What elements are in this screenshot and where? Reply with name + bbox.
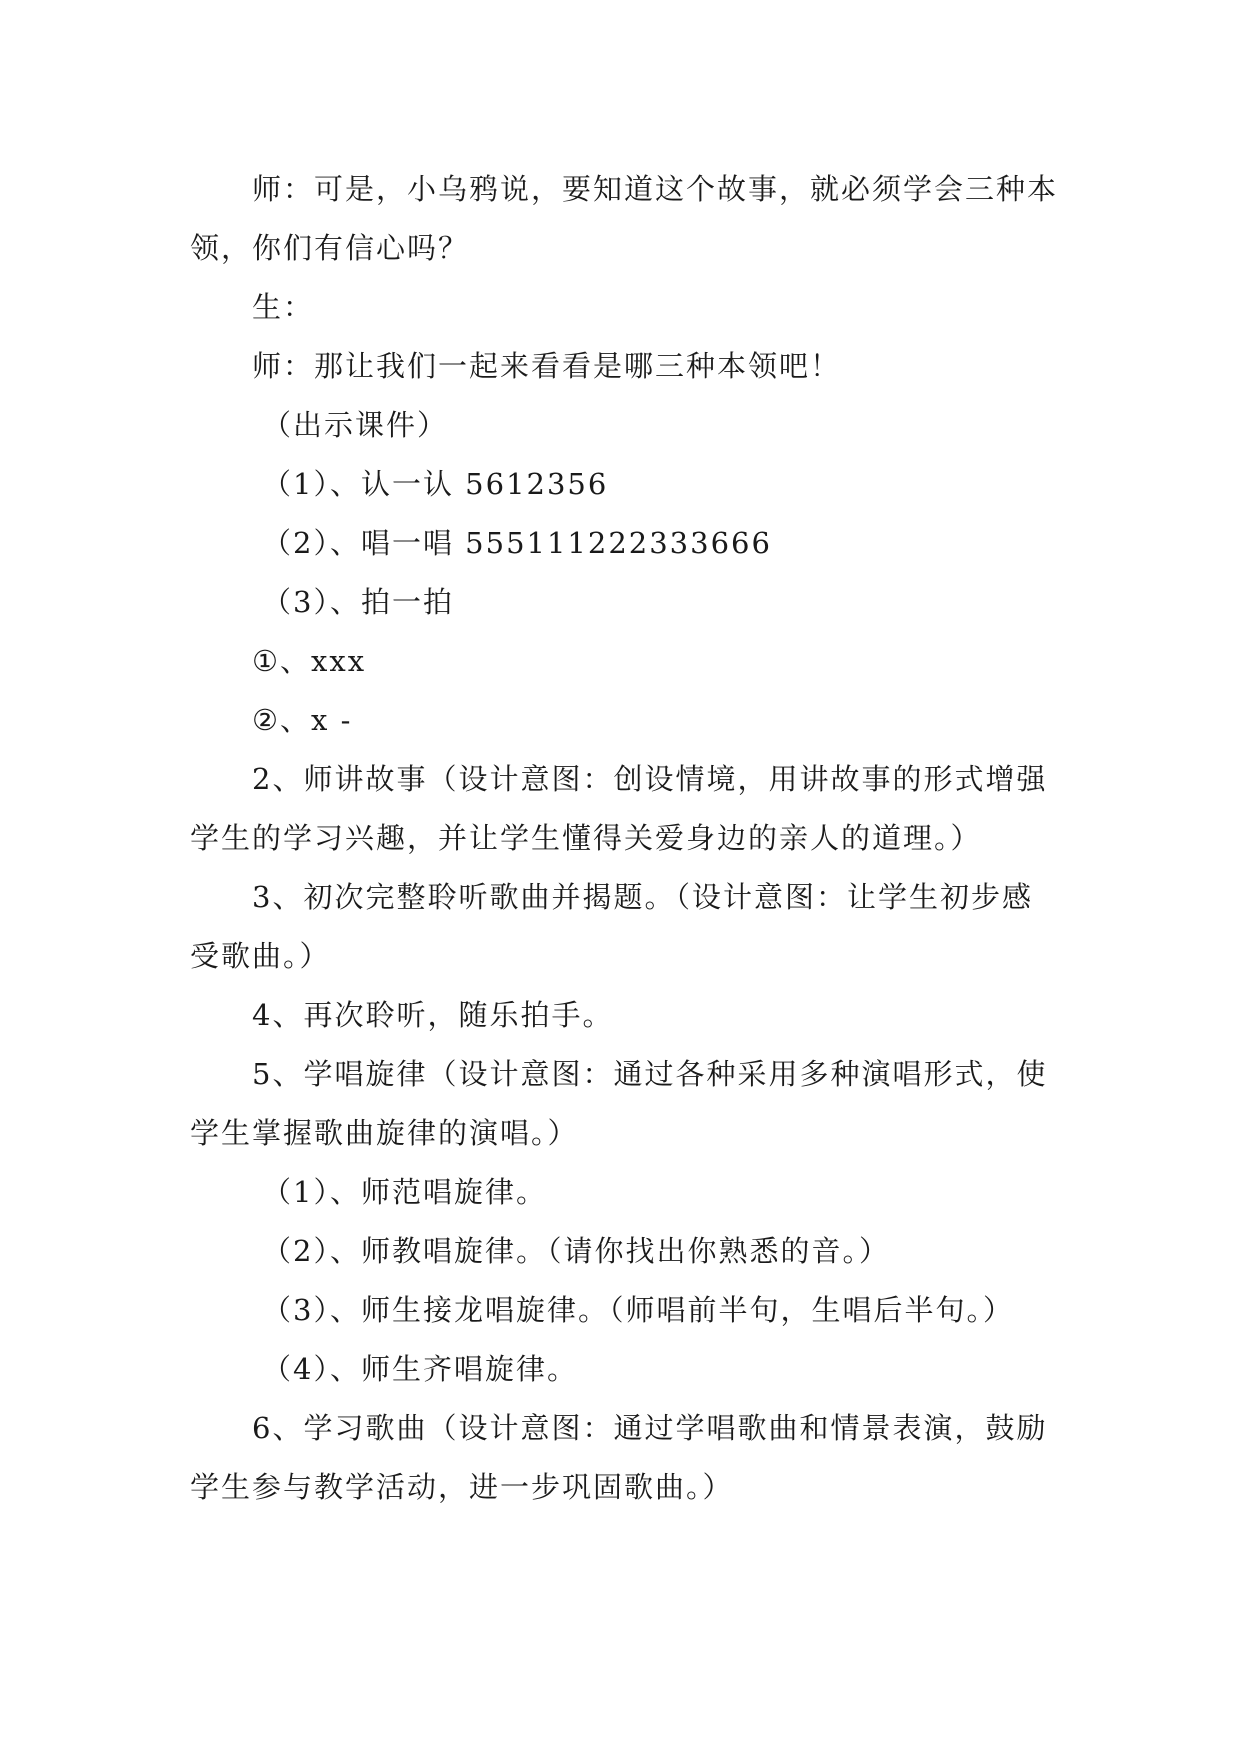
paragraph: 师：可是，小乌鸦说，要知道这个故事，就必须学会三种本领，你们有信心吗？ bbox=[190, 172, 1059, 265]
list-item: （2）、师教唱旋律。（请你找出你熟悉的音。） bbox=[262, 1234, 890, 1268]
list-item: ②、x - bbox=[252, 703, 353, 737]
paragraph: 5、学唱旋律（设计意图：通过各种采用多种演唱形式，使学生掌握歌曲旋律的演唱。） bbox=[190, 1057, 1048, 1150]
paragraph: 4、再次聆听，随乐拍手。 bbox=[252, 998, 614, 1032]
paragraph: 生： bbox=[252, 290, 315, 324]
list-item: （3）、师生接龙唱旋律。（师唱前半句，生唱后半句。） bbox=[262, 1293, 1014, 1327]
list-item: （3）、拍一拍 bbox=[262, 585, 454, 619]
paragraph: 3、初次完整聆听歌曲并揭题。（设计意图：让学生初步感受歌曲。） bbox=[190, 880, 1033, 973]
list-item: （1）、师范唱旋律。 bbox=[262, 1175, 547, 1209]
list-item: （4）、师生齐唱旋律。 bbox=[262, 1352, 578, 1386]
paragraph: （出示课件） bbox=[262, 408, 449, 442]
paragraph: 2、师讲故事（设计意图：创设情境，用讲故事的形式增强学生的学习兴趣，并让学生懂得关爱身边的亲人的道理。） bbox=[190, 762, 1048, 855]
document-body bbox=[190, 160, 1060, 1517]
paragraph: 6、学习歌曲（设计意图：通过学唱歌曲和情景表演，鼓励学生参与教学活动，进一步巩固歌曲。） bbox=[190, 1411, 1048, 1504]
paragraph: 师：那让我们一起来看看是哪三种本领吧！ bbox=[252, 349, 842, 383]
list-item: ①、xxx bbox=[252, 644, 367, 678]
list-item: （2）、唱一唱 555111222333666 bbox=[262, 526, 772, 560]
list-item: （1）、认一认 5612356 bbox=[262, 467, 609, 501]
